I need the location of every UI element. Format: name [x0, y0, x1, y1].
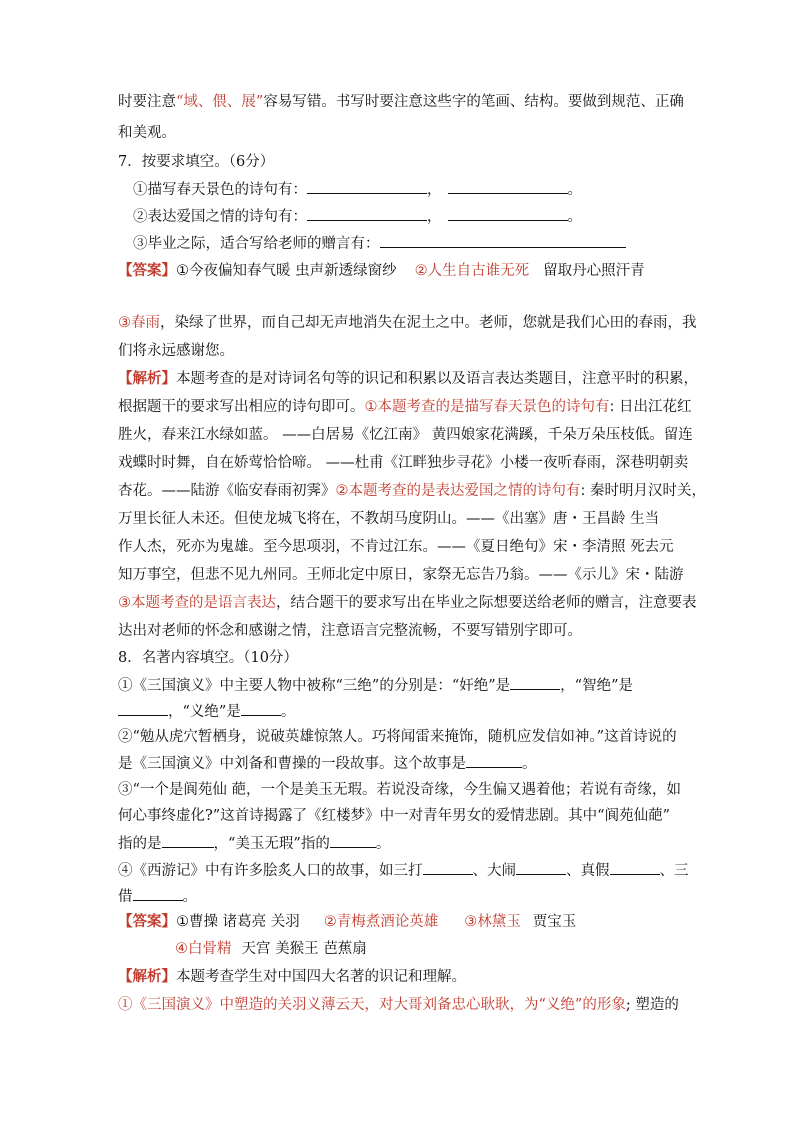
question-text: ，“义绝”是: [168, 704, 241, 720]
q7-answer-3-line-2: [118, 341, 234, 361]
punct: 。: [567, 209, 582, 225]
analysis-text: 本题考查的是对诗词名句等的识记和积累以及语言表达类题目，注意平时的积累，: [176, 371, 698, 387]
q7-analysis-line-3: [118, 425, 693, 445]
question-text: 借: [118, 889, 133, 905]
intro-text: 时要注意: [118, 94, 176, 110]
q7-item-1: [133, 178, 582, 200]
answer-text: 贾宝玉: [532, 914, 577, 930]
q8-analysis-line-2: [118, 995, 679, 1015]
fill-blank[interactable]: [510, 674, 560, 690]
analysis-text: ③本题考查的是语言表达: [118, 595, 276, 611]
q7-analysis-line-9: [118, 593, 697, 613]
question-text: ①《三国演义》中主要人物中被称“三绝”的分别是：“奸绝”是: [118, 678, 511, 694]
analysis-text: : 秦时明月汉时关，: [580, 483, 706, 499]
answer-text: ，染绿了世界，而自己却无声地消失在泥土之中。老师，您就是我们心田的春雨，我: [160, 315, 697, 331]
item-label: ①描写春天景色的诗句有：: [133, 182, 307, 198]
analysis-tag: 【解析】: [118, 969, 176, 985]
answer-text: ②青梅煮酒论英雄: [323, 914, 439, 930]
q7-analysis-line-7: [118, 537, 674, 557]
fill-blank[interactable]: [380, 232, 626, 248]
question-title: 7．按要求填空。（6分）: [118, 154, 275, 170]
analysis-text: 知万事空，但悲不见九州同。王师北定中原日，家祭无忘告乃翁。——《示儿》宋・陆游: [118, 567, 684, 583]
analysis-text: ①《三国演义》中塑造的关羽义薄云天，对大哥刘备忠心耿耿，为“义绝”的形象: [118, 997, 626, 1013]
q8-part-4-line-1: [118, 859, 689, 881]
answer-text: 天宫 美猴王 芭蕉扇: [241, 941, 367, 957]
q8-part-3-line-2: [118, 806, 670, 826]
q7-answer-3-line-1: [118, 313, 697, 333]
q8-part-3-line-1: [118, 780, 681, 800]
question-text: ②“勉从虎穴暂栖身，说破英雄惊煞人。巧将闻雷来掩饰，随机应发信如神。”这首诗说的: [118, 729, 677, 745]
analysis-text: 根据题干的要求写出相应的诗句即可。: [118, 399, 365, 415]
analysis-text: 作人杰，死亦为鬼雄。至今思项羽，不肯过江东。——《夏日绝句》宋・李清照 死去元: [118, 539, 674, 555]
q8-part-2-line-2: [118, 752, 537, 774]
punct: 。: [567, 182, 582, 198]
q8-part-1-line-2: [118, 700, 295, 722]
intro-characters: “域、偎、展”: [176, 94, 264, 110]
question-text: 、大闹: [472, 863, 516, 879]
analysis-text: ①本题考查的是描写春天景色的诗句有: [364, 399, 610, 415]
q7-analysis-line-4: [118, 453, 688, 473]
question-text: 指的是: [118, 836, 162, 852]
q8-answer-line-1: [118, 912, 576, 932]
q7-analysis-line-2: [118, 397, 692, 417]
analysis-text: ; 塑造的: [625, 997, 679, 1013]
punct: 。: [182, 889, 197, 905]
analysis-tag: 【解析】: [118, 371, 176, 387]
analysis-text: ，结合题干的要求写出在毕业之际想要送给老师的赠言，注意要表: [276, 595, 697, 611]
q8-part-2-line-1: [118, 727, 677, 747]
intro-text: 容易写错。书写时要注意这些字的笔画、结构。要做到规范、正确: [263, 94, 684, 110]
q7-analysis-line-5: [118, 481, 706, 501]
answer-text: 留取丹心照汗青: [543, 263, 645, 279]
answer-tag: 【答案】: [118, 263, 176, 279]
punct: 。: [522, 756, 537, 772]
fill-blank[interactable]: [118, 700, 168, 716]
answer-text: ③林黛玉: [464, 914, 521, 930]
question-text: ，“智绝”是: [560, 678, 633, 694]
fill-blank[interactable]: [133, 885, 183, 901]
intro-text: 和美观。: [118, 125, 176, 141]
question-text: ③“一个是阆苑仙 葩，一个是美玉无瑕。若说没奇缘，今生偏又遇着他；若说有奇缘，如: [118, 782, 682, 798]
fill-blank[interactable]: [307, 178, 427, 194]
q8-part-1-line-1: [118, 674, 633, 696]
fill-blank[interactable]: [307, 205, 427, 221]
punct: ，: [427, 182, 442, 198]
intro-line-2: [118, 123, 176, 143]
item-label: ③毕业之际，适合写给老师的赠言有：: [133, 236, 380, 252]
analysis-text: 达出对老师的怀念和感谢之情，注意语言完整流畅，不要写错别字即可。: [118, 623, 582, 639]
q8-part-3-line-3: [118, 832, 390, 854]
answer-text: ②人生自古谁无死: [414, 263, 530, 279]
punct: 。: [280, 704, 296, 720]
q7-item-3: [133, 232, 626, 254]
q8-part-4-line-2: [118, 885, 197, 907]
q8-answer-line-2: [175, 939, 367, 959]
fill-blank[interactable]: [448, 178, 568, 194]
fill-blank[interactable]: [516, 859, 566, 875]
analysis-text: : 日出江花红: [609, 399, 692, 415]
analysis-text: 万里长征人未还。但使龙城飞将在，不教胡马度阴山。——《出塞》唐・王昌龄 生当: [118, 511, 660, 527]
intro-line-1: [118, 92, 684, 112]
analysis-text: 戏蝶时时舞，自在娇莺恰恰啼。 ——杜甫《江畔独步寻花》小楼一夜听春雨，深巷明朝卖: [118, 455, 689, 471]
fill-blank[interactable]: [423, 859, 473, 875]
q7-analysis-line-8: [118, 565, 684, 585]
question-text: 何心事终虚化?”这首诗揭露了《红楼梦》中一对青年男女的爱情悲剧。其中“阆苑仙葩”: [118, 808, 671, 824]
analysis-text: ②本题考查的是表达爱国之情的诗句有: [335, 483, 581, 499]
answer-tag: 【答案】: [118, 914, 176, 930]
question-text: 是《三国演义》中刘备和曹操的一段故事。这个故事是: [118, 756, 466, 772]
item-label: ②表达爱国之情的诗句有：: [133, 209, 307, 225]
answer-text: ①曹操 诸葛亮 关羽: [176, 914, 300, 930]
q7-answer: [118, 261, 645, 281]
question-text: ，“美玉无瑕”指的: [213, 836, 330, 852]
answer-text: ①今夜偏知春气暖 虫声新透绿窗纱: [176, 263, 397, 279]
q7-analysis-line-6: [118, 509, 659, 529]
question-title: 8．名著内容填空。（10分）: [118, 650, 298, 666]
analysis-text: 胜火，春来江水绿如蓝。 ——白居易《忆江南》 黄四娘家花满蹊，千朵万朵压枝低。留连: [118, 427, 693, 443]
fill-blank[interactable]: [610, 859, 660, 875]
q7-item-2: [133, 205, 582, 227]
fill-blank[interactable]: [162, 832, 214, 848]
answer-text: ③春雨: [118, 315, 160, 331]
question-7-title: [118, 152, 274, 172]
q8-analysis-line-1: [118, 967, 466, 987]
q7-analysis-line-10: [118, 621, 582, 641]
question-8-title: [118, 648, 298, 668]
question-text: 、三: [659, 863, 689, 879]
analysis-text: 本题考查学生对中国四大名著的识记和理解。: [176, 969, 466, 985]
punct: 。: [375, 836, 391, 852]
answer-text: 们将永远感谢您。: [118, 343, 234, 359]
punct: ，: [427, 209, 442, 225]
fill-blank[interactable]: [448, 205, 568, 221]
answer-text: ④白骨精: [175, 941, 232, 957]
question-text: ④《西游记》中有许多脍炙人口的故事，如三打: [118, 863, 423, 879]
fill-blank[interactable]: [330, 832, 376, 848]
fill-blank[interactable]: [241, 700, 281, 716]
question-text: 、真假: [566, 863, 610, 879]
q7-analysis-line-1: [118, 369, 698, 389]
analysis-text: 杏花。——陆游《临安春雨初霁》: [118, 483, 336, 499]
fill-blank[interactable]: [466, 752, 522, 768]
